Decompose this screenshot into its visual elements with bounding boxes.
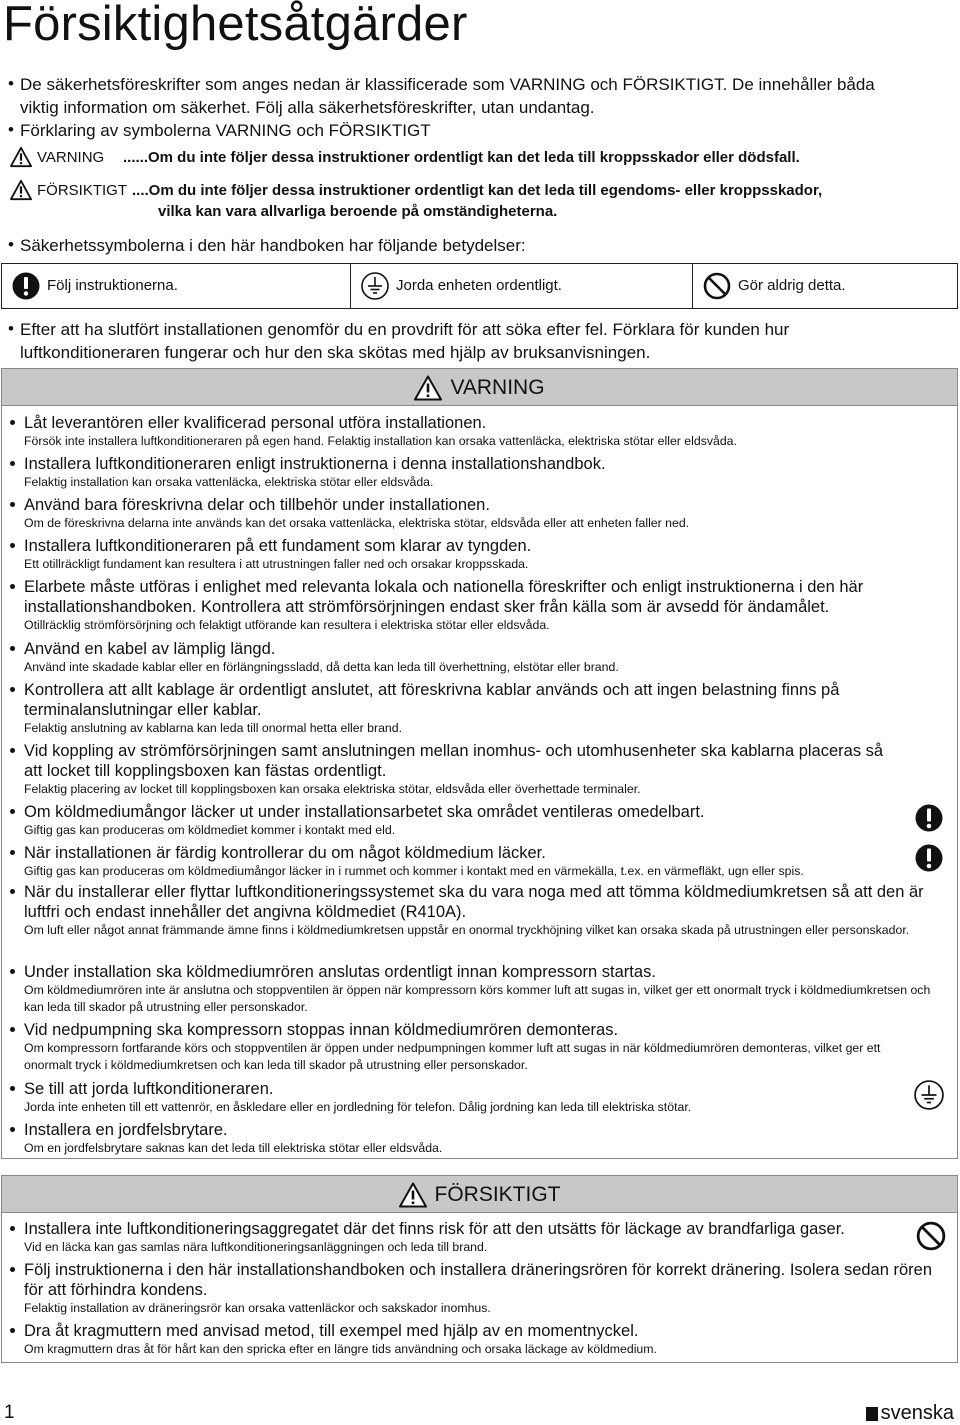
item-heading: Låt leverantören eller kvalificerad personal utföra installationen.	[12, 413, 910, 433]
item-heading: Elarbete måste utföras i enlighet med relevanta lokala och nationella föreskrifter och enligt instruktionerna i den här installationshandboken. Kontrollera att strömförsörjningen endast sker från källa som är avsedd för ändamålet.	[12, 577, 952, 617]
prohibited-icon	[703, 272, 731, 300]
legend-warning-text: ......Om du inte följer dessa instruktioner ordentligt kan det leda till kroppsskador eller dödsfall.	[123, 149, 800, 166]
warning-triangle-icon	[10, 179, 32, 201]
legend-caution-text: ....Om du inte följer dessa instruktioner ordentligt kan det leda till egendoms- eller kroppsskador,	[132, 182, 823, 199]
symbol-follow-label: Följ instruktionerna.	[47, 277, 178, 294]
bullet-dot: •	[8, 74, 14, 93]
bullet-dot: •	[8, 319, 14, 338]
trial-run-paragraph	[20, 318, 942, 364]
item-heading: Installera en jordfelsbrytare.	[12, 1120, 910, 1140]
item-heading: Installera luftkonditioneraren enligt instruktionerna i denna installationshandbok.	[12, 454, 910, 474]
bullet-dot: •	[8, 235, 14, 254]
exclamation-circle-icon	[915, 803, 943, 833]
list-item	[12, 1020, 900, 1074]
symbols-intro: Säkerhetssymbolerna i den här handboken har följande betydelser:	[20, 236, 526, 255]
symbol-never-label: Gör aldrig detta.	[738, 277, 846, 294]
list-item	[12, 1079, 910, 1116]
item-detail: Felaktig installation av dräneringsrör kan orsaka vattenläckor och sakskador inomhus.	[24, 1301, 491, 1315]
list-item	[12, 843, 920, 880]
item-detail: Jorda inte enheten till ett vattenrör, en åskledare eller en jordledning för telefon. Dålig jordning kan leda till elektriska stötar.	[24, 1100, 692, 1114]
item-heading: Vid koppling av strömförsörjningen samt anslutningen mellan inomhus- och utomhusenheter ska kablarna placeras så att locket till kopplingsboxen kan fästas ordentligt.	[12, 741, 900, 781]
item-heading: Om köldmediumångor läcker ut under installationsarbetet ska området ventileras omedelbart.	[12, 802, 910, 822]
list-item	[12, 495, 910, 532]
language-text: svenska	[880, 1402, 954, 1424]
item-detail: Felaktig installation kan orsaka vattenläcka, elektriska stötar eller eldsvåda.	[24, 475, 434, 489]
item-detail: Felaktig placering av locket till kopplingsboxen kan orsaka elektriska stötar, eldsvåda eller överhettade terminaler.	[24, 782, 641, 796]
item-detail: Använd inte skadade kablar eller en förlängningssladd, då detta kan leda till överhettning, elstötar eller brand.	[24, 660, 619, 674]
item-detail: Om en jordfelsbrytare saknas kan det leda till elektriska stötar eller eldsvåda.	[24, 1141, 443, 1155]
list-item	[12, 413, 910, 450]
ground-icon	[361, 272, 389, 300]
item-heading: Installera luftkonditioneraren på ett fundament som klarar av tyngden.	[12, 536, 910, 556]
item-detail: Om kompressorn fortfarande körs och stoppventilen är öppen under nedpumpningen kommer luft att sugas in när köldmediumrören demonteras, vilket ger ett onormalt tryck i köldmediumkretsen och kan leda till skador på utrustning eller personskador.	[24, 1041, 881, 1072]
item-detail: Försök inte installera luftkonditioneraren på egen hand. Felaktig installation kan orsaka vattenläcka, elektriska stötar eller eldsvåda.	[24, 434, 737, 448]
item-heading: Följ instruktionerna i den här installationshandboken och installera dräneringsrören för korrekt dränering. Isolera sedan rören för att förhindra kondens.	[12, 1260, 940, 1300]
trial-line: Efter att ha slutfört installationen genomför du en provdrift för att söka efter fel. Förklara för kunden hur	[20, 320, 790, 339]
item-detail: Om de föreskrivna delarna inte används kan det orsaka vattenläcka, elektriska stötar, eldsvåda eller att enheten faller ned.	[24, 516, 690, 530]
language-marker-icon	[866, 1407, 878, 1421]
intro-symbols-heading: Förklaring av symbolerna VARNING och FÖRSIKTIGT	[20, 121, 431, 140]
item-detail: Ett otillräckligt fundament kan resultera i att utrustningen faller ned och orsakar kroppsskada.	[24, 557, 529, 571]
page-number: 1	[4, 1402, 15, 1423]
item-detail: Om luft eller något annat främmande ämne finns i köldmediumkretsen uppstår en onormal tryckhöjning vilket kan orsaka skada på utrustningen eller personskador.	[24, 923, 910, 937]
item-heading: När installationen är färdig kontrollerar du om något köldmedium läcker.	[12, 843, 920, 863]
item-heading: Vid nedpumpning ska kompressorn stoppas innan köldmediumrören demonteras.	[12, 1020, 900, 1040]
bullet-dot: •	[8, 120, 14, 139]
item-heading: När du installerar eller flyttar luftkonditioneringssystemet ska du vara noga med att tömma köldmediumkretsen så att den är luftfri och endast innehåller det angivna köldmediet (R410A).	[12, 882, 946, 922]
item-detail: Otillräcklig strömförsörjning och felaktigt utförande kan resultera i elektriska stötar eller eldsvåda.	[24, 618, 550, 632]
item-heading: Kontrollera att allt kablage är ordentligt anslutet, att föreskrivna kablar används och att ingen belastning finns på terminalanslutningar eller kablar.	[12, 680, 940, 720]
language-label	[866, 1402, 954, 1425]
intro-paragraph	[20, 73, 942, 119]
item-detail: Om kragmuttern dras åt för hårt kan den spricka efter en längre tids användning och orsaka läckage av köldmedium.	[24, 1342, 657, 1356]
symbol-ground-label: Jorda enheten ordentligt.	[396, 277, 562, 294]
item-heading: Installera inte luftkonditioneringsaggregatet där det finns risk för att den utsätts för läckage av brandfarliga gaser.	[12, 1219, 902, 1239]
symbol-box-never	[692, 263, 958, 309]
warning-triangle-icon	[399, 1182, 427, 1208]
warning-triangle-icon	[414, 375, 442, 401]
item-detail: Giftig gas kan produceras om köldmediumångor läcker in i rummet och kommer i kontakt med en värmekälla, t.ex. en värmefläkt, ugn eller spis.	[24, 864, 804, 878]
list-item	[12, 680, 940, 737]
item-heading: Använd en kabel av lämplig längd.	[12, 639, 910, 659]
list-item	[12, 882, 946, 939]
legend-warning-label: VARNING	[37, 149, 105, 166]
list-item	[12, 577, 952, 634]
caution-heading: FÖRSIKTIGT	[434, 1183, 561, 1206]
item-detail: Felaktig anslutning av kablarna kan leda till onormal hetta eller brand.	[24, 721, 403, 735]
page-title: Försiktighetsåtgärder	[3, 0, 468, 51]
list-item	[12, 454, 910, 491]
list-item	[12, 536, 910, 573]
item-heading: Använd bara föreskrivna delar och tillbehör under installationen.	[12, 495, 910, 515]
item-heading: Dra åt kragmuttern med anvisad metod, till exempel med hjälp av en momentnyckel.	[12, 1321, 910, 1341]
item-heading: Under installation ska köldmediumrören anslutas ordentligt innan kompressorn startas.	[12, 962, 946, 982]
warning-heading: VARNING	[450, 376, 545, 399]
intro-line: viktig information om säkerhet. Följ alla säkerhetsföreskrifter, utan undantag.	[20, 98, 595, 117]
list-item	[12, 1260, 940, 1317]
item-detail: Om köldmediumrören inte är anslutna och stoppventilen är öppen när kompressorn körs kommer luft att sugas in, vilket ger ett onormalt tryck i köldmediumkretsen och kan leda till skador på utrustning eller personskador.	[24, 983, 931, 1014]
caution-section-header	[1, 1175, 958, 1213]
list-item	[12, 741, 900, 798]
legend-caution-label: FÖRSIKTIGT	[37, 182, 127, 199]
intro-line: De säkerhetsföreskrifter som anges nedan är klassificerade som VARNING och FÖRSIKTIGT. De innehåller båda	[20, 75, 875, 94]
list-item	[12, 1120, 910, 1157]
item-detail: Giftig gas kan produceras om köldmediet kommer i kontakt med eld.	[24, 823, 396, 837]
item-heading: Se till att jorda luftkonditioneraren.	[12, 1079, 910, 1099]
prohibited-icon	[916, 1221, 946, 1251]
exclamation-circle-icon	[12, 272, 40, 300]
symbol-box-ground	[350, 263, 693, 309]
list-item	[12, 962, 946, 1016]
symbol-box-follow	[1, 263, 351, 309]
exclamation-circle-icon	[915, 843, 943, 873]
warning-section-header	[1, 368, 958, 406]
list-item	[12, 639, 910, 676]
list-item	[12, 1321, 910, 1358]
list-item	[12, 802, 910, 839]
warning-triangle-icon	[10, 146, 32, 168]
item-detail: Vid en läcka kan gas samlas nära luftkonditioneringsanläggningen och leda till brand.	[24, 1240, 488, 1254]
ground-icon	[914, 1080, 944, 1110]
legend-caution-text2: vilka kan vara allvarliga beroende på omständigheterna.	[158, 203, 558, 220]
list-item	[12, 1219, 902, 1256]
trial-line: luftkonditioneraren fungerar och hur den ska skötas med hjälp av bruksanvisningen.	[20, 343, 651, 362]
